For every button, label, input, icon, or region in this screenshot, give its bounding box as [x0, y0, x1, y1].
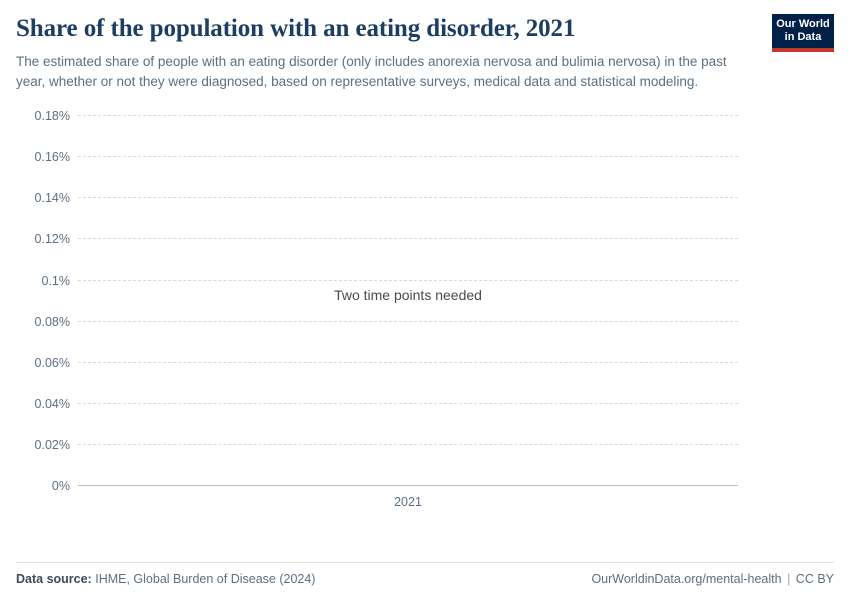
y-axis-tick-label: 0.1% [41, 273, 70, 288]
page-title: Share of the population with an eating disorder, 2021 [16, 15, 576, 42]
gridline [34, 191, 738, 206]
y-axis-tick-label: 0.12% [34, 232, 70, 247]
x-axis-line [51, 479, 738, 494]
y-axis-tick-label: 0.08% [34, 314, 70, 329]
y-axis-tick-label: 0.02% [34, 438, 70, 452]
gridline [34, 232, 738, 247]
y-axis-tick-label: 0.06% [34, 355, 70, 370]
y-axis-tick-label: 0% [51, 479, 70, 494]
license-link[interactable]: CC BY [795, 572, 834, 586]
footer-separator: | [787, 572, 791, 586]
gridline [34, 438, 738, 452]
gridline [41, 273, 738, 288]
chart-empty-message: Two time points needed [334, 286, 482, 303]
chart-footer [16, 562, 834, 586]
gridline [34, 109, 738, 124]
owid-url[interactable]: OurWorldinData.org/mental-health [591, 572, 782, 586]
y-axis-tick-label: 0.18% [34, 109, 70, 124]
y-axis-tick-label: 0.14% [34, 191, 70, 206]
owid-logo-line1: Our World [776, 18, 830, 30]
gridline [34, 355, 738, 370]
owid-logo-line2: in Data [784, 31, 822, 43]
owid-logo[interactable] [772, 14, 834, 52]
y-axis-tick-label: 0.04% [34, 396, 70, 411]
data-source [16, 572, 315, 586]
x-axis-tick-label: 2021 [394, 495, 422, 510]
chart-subtitle: The estimated share of people with an eating disorder (only includes anorexia nervosa and bulimia nervosa) in the past year, whether or not they were diagnosed, based on representative surveys, medical data and statistical modeling. [16, 54, 727, 89]
data-source-value: IHME, Global Burden of Disease (2024) [95, 572, 316, 586]
chart-area [16, 105, 834, 545]
plot-region[interactable] [34, 109, 738, 510]
chart-header [16, 14, 834, 91]
gridline [34, 396, 738, 411]
y-axis-tick-label: 0.16% [34, 150, 70, 165]
footer-links [591, 572, 834, 586]
gridline [34, 314, 738, 329]
data-source-label: Data source: [16, 572, 92, 586]
gridline [34, 150, 738, 165]
